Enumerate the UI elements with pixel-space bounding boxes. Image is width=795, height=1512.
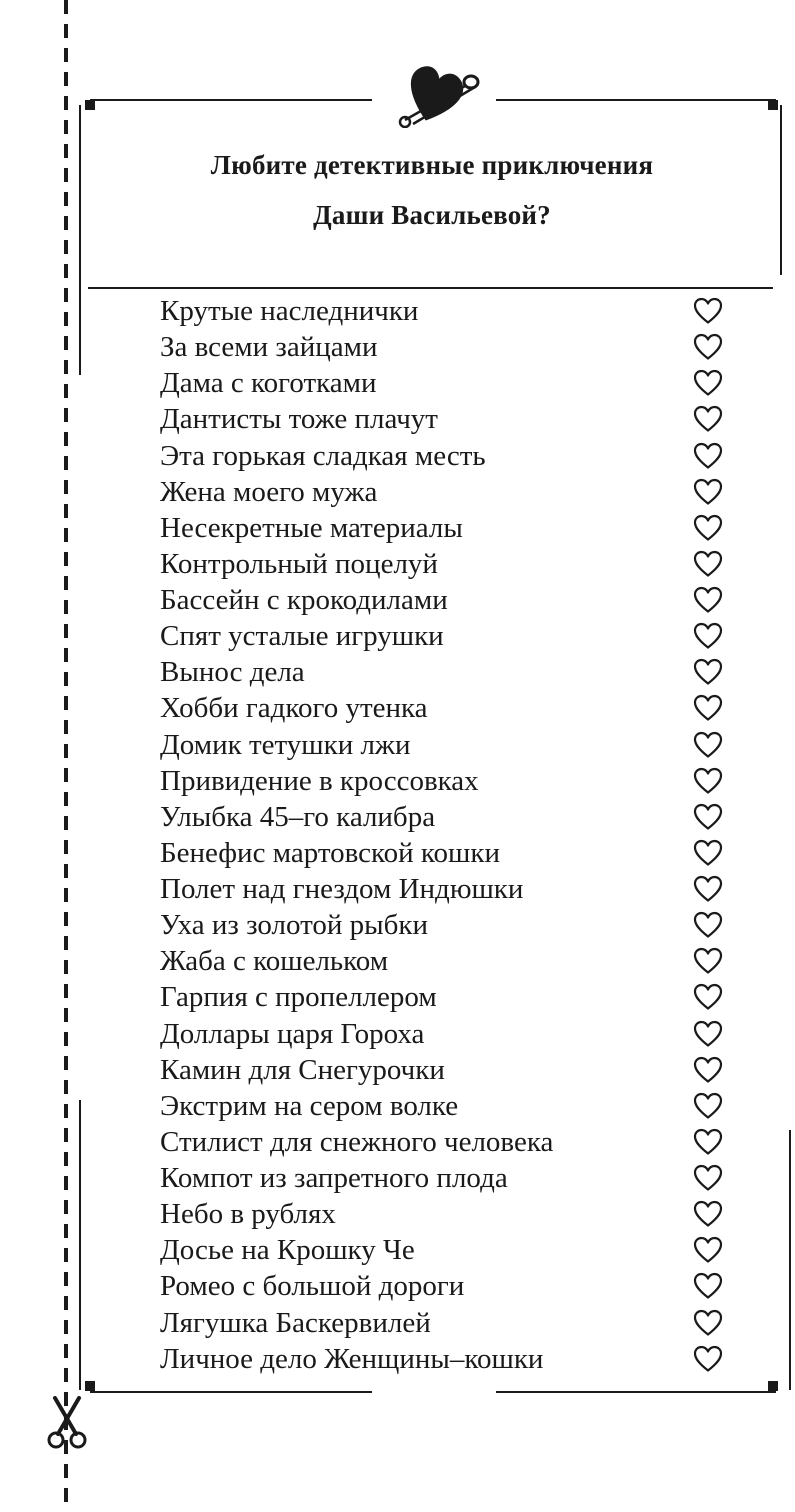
heart-outline-icon[interactable] [693,1164,723,1192]
header-line-2: Даши Васильевой? [313,200,551,230]
book-title: Доллары царя Гороха [160,1017,425,1050]
heart-outline-icon[interactable] [693,1092,723,1120]
heart-outline-icon[interactable] [693,442,723,470]
book-title: Гарпия с пропеллером [160,981,437,1014]
heart-outline-icon[interactable] [693,1020,723,1048]
frame-corner-tl [85,100,95,110]
book-list-item [160,1268,740,1304]
book-title: Контрольный поцелуй [160,547,438,580]
heart-outline-icon[interactable] [693,839,723,867]
book-list-item [160,1016,740,1052]
heart-outline-icon[interactable] [693,586,723,614]
book-list-item [160,582,740,618]
book-list-item [160,654,740,690]
book-title: Личное дело Женщины–кошки [160,1342,544,1375]
book-title: Бассейн с крокодилами [160,584,448,616]
heart-outline-icon[interactable] [693,875,723,903]
book-list-item [160,546,740,582]
book-list-item [160,1052,740,1088]
book-list-item [160,727,740,763]
book-title: Улыбка 45–го калибра [160,800,436,833]
heart-outline-icon[interactable] [693,658,723,686]
book-title: Уха из золотой рыбки [160,909,428,942]
book-list-item [160,979,740,1015]
heart-outline-icon[interactable] [693,731,723,759]
book-title: Хобби гадкого утенка [160,692,428,725]
book-list-item [160,618,740,654]
book-title: Бенефис мартовской кошки [160,836,500,869]
book-list-item [160,438,740,474]
book-title: Небо в рублях [160,1198,336,1231]
heart-with-safety-pin-icon [395,56,485,128]
book-list-item [160,835,740,871]
book-list [160,293,740,1377]
cut-line [64,0,68,1512]
book-list-item [160,293,740,329]
book-list-item [160,907,740,943]
heart-outline-icon[interactable] [693,514,723,542]
frame-top-right [496,99,776,101]
book-title: Ромео с большой дороги [160,1270,465,1303]
book-title: Камин для Снегурочки [160,1053,445,1086]
book-title: Жаба с кошельком [160,945,389,978]
frame-bottom-right [496,1391,776,1393]
frame-right-top [780,105,782,275]
heart-outline-icon[interactable] [693,1309,723,1337]
book-list-item [160,690,740,726]
heart-outline-icon[interactable] [693,803,723,831]
header-divider [88,287,773,289]
book-title: Жена моего мужа [160,475,378,508]
book-list-item [160,365,740,401]
heart-outline-icon[interactable] [693,333,723,361]
heart-outline-icon[interactable] [693,1272,723,1300]
heart-outline-icon[interactable] [693,947,723,975]
heart-outline-icon[interactable] [693,694,723,722]
book-list-item [160,763,740,799]
heart-outline-icon[interactable] [693,369,723,397]
heart-outline-icon[interactable] [693,478,723,506]
heart-outline-icon[interactable] [693,1128,723,1156]
book-list-item [160,943,740,979]
book-list-item [160,799,740,835]
book-list-item [160,510,740,546]
book-title: Дама с коготками [160,367,377,400]
heart-outline-icon[interactable] [693,1236,723,1264]
book-list-item [160,1305,740,1341]
frame-right-bottom [789,1130,791,1390]
book-title: Дантисты тоже плачут [160,403,438,436]
heart-outline-icon[interactable] [693,622,723,650]
book-list-item [160,1088,740,1124]
book-title: Полет над гнездом Индюшки [160,873,524,905]
book-title: Компот из запретного плода [160,1162,508,1194]
frame-bottom-left [90,1391,372,1393]
book-title: Домик тетушки лжи [160,728,411,761]
heart-outline-icon[interactable] [693,767,723,795]
book-title: Лягушка Баскервилей [160,1306,431,1339]
book-list-item [160,1160,740,1196]
frame-corner-br [768,1381,778,1391]
heart-outline-icon[interactable] [693,983,723,1011]
book-list-item [160,474,740,510]
book-list-item [160,871,740,907]
heart-outline-icon[interactable] [693,1345,723,1373]
frame-top-left [90,99,372,101]
book-title: Эта горькая сладкая месть [160,439,486,472]
frame-left-bottom [79,1100,81,1390]
book-list-item [160,1124,740,1160]
heart-outline-icon[interactable] [693,550,723,578]
heart-outline-icon[interactable] [693,1056,723,1084]
frame-left-top [79,105,81,375]
heart-outline-icon[interactable] [693,1200,723,1228]
book-title: Досье на Крошку Че [160,1234,415,1267]
book-title: Стилист для снежного человека [160,1125,554,1158]
book-title: Крутые наследнички [160,295,419,327]
book-list-item [160,1196,740,1232]
header-line-1: Любите детективные приключения [210,150,654,180]
book-title: Экстрим на сером волке [160,1089,459,1122]
book-list-item [160,1232,740,1268]
book-list-item [160,329,740,365]
frame-corner-bl [85,1381,95,1391]
scissors-icon [46,1396,88,1452]
heart-outline-icon[interactable] [693,911,723,939]
heart-outline-icon[interactable] [693,405,723,433]
book-title: Спят усталые игрушки [160,620,444,653]
book-list-item [160,1341,740,1377]
heart-outline-icon[interactable] [693,297,723,325]
book-title: Привидение в кроссовках [160,764,479,797]
book-list-item [160,401,740,437]
book-title: Несекретные материалы [160,511,463,544]
book-title: За всеми зайцами [160,331,378,364]
frame-corner-tr [768,100,778,110]
book-title: Вынос дела [160,656,305,689]
